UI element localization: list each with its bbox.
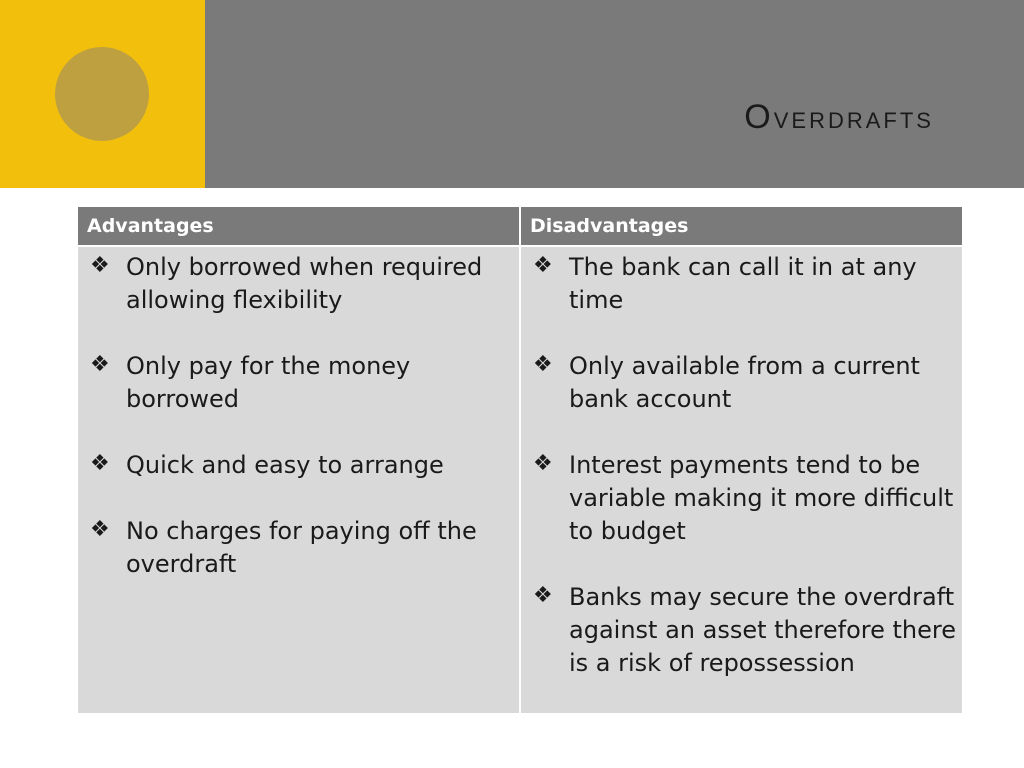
list-item <box>90 350 513 416</box>
slide-title-initial: O <box>744 98 774 136</box>
table-body-row <box>78 247 962 713</box>
header-circle-decoration <box>55 47 149 141</box>
list-item <box>533 581 956 680</box>
disadvantages-cell <box>521 247 962 713</box>
slide-title-rest: VERDRAFTS <box>773 108 934 133</box>
slide-title <box>744 98 934 137</box>
diamond-bullet-icon: ❖ <box>90 352 110 377</box>
advantage-text: Only borrowed when required allowing flexibility <box>126 253 483 314</box>
list-item <box>533 251 956 317</box>
disadvantage-text: The bank can call it in at any time <box>569 253 917 314</box>
diamond-bullet-icon: ❖ <box>90 253 110 278</box>
list-item <box>533 350 956 416</box>
header-band <box>205 0 1024 188</box>
diamond-bullet-icon: ❖ <box>533 451 553 476</box>
header-advantages: Advantages <box>78 207 519 245</box>
disadvantage-text: Banks may secure the overdraft against an asset therefore there is a risk of repossession <box>569 583 956 677</box>
diamond-bullet-icon: ❖ <box>533 352 553 377</box>
list-item <box>90 449 513 482</box>
list-item <box>533 449 956 548</box>
header-disadvantages: Disadvantages <box>521 207 962 245</box>
comparison-table <box>76 205 964 715</box>
diamond-bullet-icon: ❖ <box>90 451 110 476</box>
advantages-list <box>90 251 513 581</box>
diamond-bullet-icon: ❖ <box>533 253 553 278</box>
diamond-bullet-icon: ❖ <box>533 583 553 608</box>
advantage-text: No charges for paying off the overdraft <box>126 517 477 578</box>
list-item <box>90 251 513 317</box>
advantage-text: Quick and easy to arrange <box>126 451 444 479</box>
diamond-bullet-icon: ❖ <box>90 517 110 542</box>
disadvantage-text: Only available from a current bank account <box>569 352 920 413</box>
table-header-row <box>78 207 962 245</box>
advantage-text: Only pay for the money borrowed <box>126 352 411 413</box>
disadvantage-text: Interest payments tend to be variable making it more difficult to budget <box>569 451 954 545</box>
advantages-cell <box>78 247 519 713</box>
list-item <box>90 515 513 581</box>
disadvantages-list <box>533 251 956 680</box>
